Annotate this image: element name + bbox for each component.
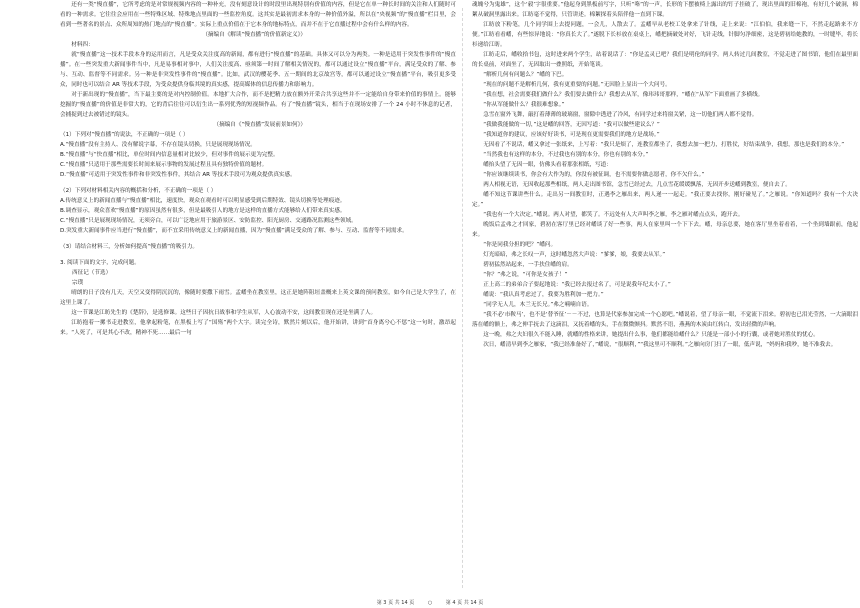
paragraph: “你应该继续读书，你会有大作为的，你没有被征调，也不需要你做志愿者，你不欠什么。”: [483, 172, 705, 178]
answer-option: C.“慢直播”只适用于那些需要长时间来展示事物的发展过程且具有独特价值的题材。: [60, 162, 268, 168]
paragraph: “我做我能做的一切，”这是嶓的回答，无因写道：“我可以做些建议么？”: [483, 122, 660, 128]
paragraph: 嶓抬头望了无因一眼，仿佛头看着那张相纸，写道：: [483, 162, 612, 168]
paragraph: “你是同我分担的吧？”嶓问。: [483, 242, 557, 248]
paragraph: “我也有一个大决定。”嶓说。两人对望，都笑了。不远处有人大声叫李之雁，李之雁对嶓点点头，跑开去。: [483, 212, 744, 218]
paragraph: 就“慢直播”这一技术手段本身的运用而言，凡是受众关注度高的新闻，都有进行“慢直播”的基础。具体又可以分为两类。一种是适用于突发性事件的“慢直播”。在一些突发重大新闻事件当中，凡是易事相对事中，人们关注度高、亟须第一时间了解相关情况的，都可以通过设立“慢直播”平台，满足受众的了解、参与、互动、监督等不同需求。另一种是非突发性事件的“慢直播”。比如，武汉的樱花季、五一期间的北京故宫等，都可以通过设立“慢直播”平台，吸引更多受众，同时也可以结合 AR 等技术手段，为受众提供身临其境的真实感，提高媒体的信息传播力和影响力。: [60, 52, 457, 88]
right-page: [472, 0, 858, 594]
paragraph: 嶓不知这节课讲些什么。走出另一间教室时，正遇李之雁出来，两人递一一起走。“我正要去找你，刚好碰见了。”之雁说。“你知道吗？我有一个大决定。”: [472, 192, 858, 208]
paragraph: “当然我也有这样的本分，不过我也有别的本分，你也有别的本分。”: [483, 152, 649, 158]
paragraph: 次日，嶓清早到李之雁家，“我已经准备好了，”嶓说，“很顺利，”“我这里可不顺利。”之雁向房门扫了一眼，低声说，“妈妈和我吵，她不准我去。: [483, 342, 837, 348]
passage-author: 宗璞: [72, 280, 84, 286]
paragraph: “同学无人儿，木兰无长兄。”弗之喃喃自语。: [483, 302, 593, 308]
question-stem: （1）下列对“慢直播”的说法，不正确的一项是（ ）: [60, 132, 189, 138]
answer-option: D.“慢直播”可适用于突发性事件和非突发性事件，其结合 AR 等技术手段可为观众提供真实感。: [60, 172, 296, 178]
source-citation: （摘编自《“慢直播”发展前景如何》）: [213, 122, 306, 128]
paragraph: “你从军能做什么？我很难想象。”: [483, 102, 565, 108]
paragraph: 这一晚，弗之夫妇很久不能入睡，就嶓的性格来讲，她提出什么事，他们都能给嶓什么？只能是一部小小的行囊，或者她对胜仗的忧心。: [483, 332, 819, 338]
paragraph: 对于新出现的“慢直播”，当下最主要的是对内控制价值。本地扩大合作，而不是把精力放在额外开采合共享这些并不一定能给自身带来价值的事情上。能够挖掘的“慢直播”的价值是非常大的，它的背后往往可以衍生出一系列优秀的短视频作品。有了“慢直播”镜头，相当于在现场安排了一个 24 小时不休息的记者，会捕捉到过去被错过的镜头。: [60, 92, 456, 118]
paragraph: 嶓说：“我认真考虑过了，我要为胜利加一把力。”: [483, 292, 604, 298]
answer-option: B.调查显示，观众喜欢“慢直播”的原因虽然有很多，但是最吸引人的地方是这样的直播方式能够给人们带来真实感。: [60, 208, 346, 214]
question-stem: （3）请结合材料三，分析如何提高“慢直播”的吸引力。: [60, 244, 199, 250]
paragraph: “解析几何有问题么？”嶓的下巴。: [483, 72, 568, 78]
answer-option: A.传统意义上的新闻直播与“慢直播”相比，速度快，观众在观看时可以明显感受到后期特效、镜头切换等处理痕迹。: [60, 198, 346, 204]
section-heading: 3. 阅读下面的文字，完成问题。: [60, 260, 140, 266]
paragraph: 灯光暗暗，弗之长叹一声，这时嶓忽然大声说：“爹爹，娘，我要去从军。”: [483, 252, 666, 258]
page-number-left: 第 3 页 共 14 页: [376, 600, 415, 606]
paragraph: 江昉走后，嶓收拾书包，这时进来两个学生，站着说话了：“你是孟灵已吧？我们是明伦的同学。两人转过几间教室，不觉走进了图书馆，他们在最里面的长桌前，对面坐了，无因取出一叠照纸，开始笔谈。: [472, 52, 858, 68]
paragraph: “你？”弗之说，“可你是女孩子！”: [483, 272, 568, 278]
answer-option: A.“慢直播”没有主持人、没有解说字幕，不存在镜头切换，只是展现现场情况。: [60, 142, 256, 148]
paragraph: 晴朗的日子没有几天，天空又变得阴沉沉的，像随时要撒下雨雪。孟嶓坐在教室里，这正是她阵阻垣盖概来上英文课的预问教室，如今自己是大学生了，在这里上课了。: [60, 290, 456, 306]
page-number-right: 第 4 页 共 14 页: [445, 600, 484, 606]
question-stem: （2）下列对材料相关内容的概括和分析，不正确的一项是（ ）: [60, 188, 217, 194]
paragraph: 两人相视无语，无因收起那些相纸，两人走出图书馆，急雪已经过去，几点雪花缓缓飘落，无因开步送嶓到教室，便自去了。: [483, 182, 791, 188]
paragraph: “我知道你的建议，应该好好读书，可是现在更需要我们的地方是战场。”: [483, 132, 660, 138]
paragraph: “我不必‘市鞍马’，也不是‘替爷征’－－不过，也算是代家参加完成一个心愿吧。”嶓说着，望了母亲一眼，不觉流下泪来。碧初也已泪光莹然，一大滴眼泪落在嶓的额上，弗之伸手抚去了这滴泪，又抚着嶓的头，手在微微颤抖。默然不语，燕燕的木炭由红转白，发出轻微的声响。: [472, 312, 858, 328]
passage-title: 西征记（节选）: [72, 270, 112, 276]
paragraph: “现在的问题不是解析几何，我有更重要的问题。”无因脸上显出一个大问号。: [483, 82, 671, 88]
page-separator-icon: ○: [427, 600, 433, 606]
answer-option: C.“慢直播”只是展现现场情况，无须旁白，可以广泛地应用于旅游景区、安防监控、阳光厨房、交通路况监测这些领域。: [60, 218, 357, 224]
answer-option: B.“慢直播”与“快直播”相比，单位时间内信息量相对比较少，但对事件的展示更为完整。: [60, 152, 279, 158]
page-footer: [0, 599, 860, 606]
paragraph: 晚饭后孟弗之才回家，碧初在客厅里已经对嶓谈了好一些事，两人在家里叫一个下下去。嶓，母亲总要，她在客厅里坐着看着，一个坐到墙跟前，他起来。: [472, 222, 858, 238]
paragraph: 正上高二的弟弟合子要起地说：“我已经去报过名了，可是说我年纪太小了。”: [483, 282, 671, 288]
left-page: [60, 0, 456, 594]
source-citation: （摘编自《解读“慢直播”的价值新定义》）: [202, 32, 306, 38]
paragraph: 这一节课是江昉先生的《楚辞》，是选修课。这些日子因抗日战事和学生从军，人心波动不安，这间教室现在还是坐满了人。: [71, 310, 377, 316]
page-divider: [462, 8, 463, 588]
paragraph: 急雪在窗外飞舞，敲打着薄薄的玻璃窗，窗隙中透进了冷风，有同学过来将窗关紧，这一切他们两人都不觉得。: [483, 112, 758, 118]
paragraph: 江昉抱着一摞书走进教室，他拿起粉笔，在黑板上写了“国殇”两个大字。读完全诗，默然片刻以后，他开始讲，讲到“首身离兮心不惩”这一句时，激昂起来。“人死了，可是其心不改，精神不死……最后一句: [60, 320, 456, 336]
material-heading: 材料四：: [71, 42, 94, 48]
paragraph: 无因看了不说话，嶓又拿过一张纸来，上写着：“我只是烦了，连教室都坐了，我想去加一把力，打胜仗，好结束战争，我想，那也是我们的本分。”: [483, 142, 845, 148]
paragraph: “我在想，社会需要我们做什么？我们要去做什么？我想去从军，像玮玮哥那样，“嶓在“从军”下面重画了多横线。: [483, 92, 764, 98]
paragraph: 魂魄兮为鬼雄”，这个‘毅’字很重要。”他起身到黑板前写字，只听“咯”的一声，长形的下摆被椅上露出的钉子挂破了，现出里面的旧棉袍，有好几个破洞，棉絮从破洞里露出来。江昉毫不觉得，只管讲述。棉絮探着头陪伴他一直到下课。: [472, 2, 858, 18]
paragraph: 江昉放下粉笔，几个同学围上去提问题，一会儿，人散去了。孟嶓早从老校工处拿来了针线，走上来说：“江伯伯，我来缝一下，不然走起路来不方便。”江昉看看嶓，有些惊异地说：“你真长大了。”遂脱下长衫放在桌桌上，嶓把摘破处对好，飞针走线，针脚匀净细密，这是碧初给她教的，一时缝毕，将长衫递给江昉。: [472, 22, 858, 48]
paragraph: 还有一类“慢直播”，它所考虑的是对常规视频内容的一种补充，没有刻意设计的时段里出现特别有价值的内容，但是它在单一种长时间的关注和人们随时可看的一种需求。它往往会应用在一些特殊区域、特殊地点里面的一些监控角度。这其实是最初需求本身的一种价值外溢，所以在“央视频”的“慢直播”栏目里，会看到一些著名的景点、众所周知的热门地点的“慢直播”。实际上重点价值在于它本身的地标特点，而并不在于它直播过程中会有什么样的内容。: [60, 2, 456, 28]
answer-option: D.突发重大新闻事件应当进行“慢直播”，而不宜采用传统意义上的新闻直播，因为“慢直播”满足受众的了解、参与、互动、监督等不同需求。: [60, 228, 408, 234]
paragraph: 碧初猛然站起来，一手扶住嶓的肩。: [483, 262, 573, 268]
